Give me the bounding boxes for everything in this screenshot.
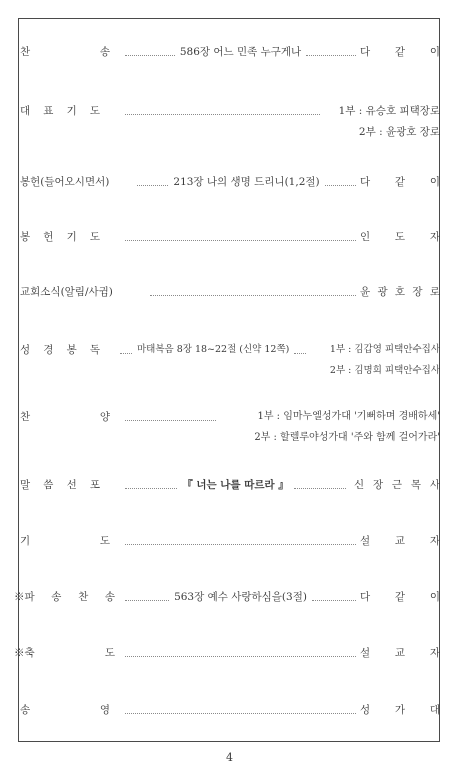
item-label: 찬 송 [20,46,110,58]
item-detail: 213장 나의 생명 드리니(1,2절) [173,176,320,188]
item-person-part1: 1부 : 임마누엘성가대 '기뻐하며 경배하세' [257,411,440,422]
item-person-part2: 2부 : 김명희 피택안수집사 [329,365,440,376]
item-person: 다 같 이 [360,176,440,188]
item-label: 교회소식(알림/사귐) [20,286,113,298]
page-number: 4 [226,751,233,764]
item-label: 기 도 [20,535,110,547]
item-person: 설 교 자 [360,647,440,659]
item-label: 대 표 기 도 [20,105,100,117]
item-person: 설 교 자 [360,535,440,547]
item-detail: 586장 어느 민족 누구게나 [179,46,302,58]
item-person-part1: 1부 : 김갑영 피택안수집사 [329,344,440,355]
item-person-part2: 2부 : 윤광호 장로 [358,126,440,138]
item-person: 윤 광 호 장 로 [360,286,440,298]
item-person: 다 같 이 [360,46,440,58]
item-label: ※파 송 찬 송 [14,591,115,603]
item-label: 말 씀 선 포 [20,479,100,491]
item-detail: 마태복음 8장 18~22절 (신약 12쪽) [137,344,290,355]
item-person: 신 장 근 목 사 [354,479,440,491]
sermon-title: 『 너는 나를 따르라 』 [182,479,289,491]
item-person-part2: 2부 : 할렐루야성가대 '주와 함께 걸어가라' [254,432,440,443]
item-person: 인 도 자 [360,231,440,243]
item-label: ※축 도 [14,647,115,659]
item-label: 송 영 [20,704,110,716]
item-detail: 563장 예수 사랑하심을(3절) [174,591,307,603]
item-label: 찬 양 [20,411,110,423]
item-label: 봉헌(들어오시면서) [20,176,110,188]
item-person: 성 가 대 [360,704,440,716]
item-label: 봉 헌 기 도 [20,231,100,243]
item-label: 성 경 봉 독 [20,344,100,356]
item-person: 다 같 이 [360,591,440,603]
item-person-part1: 1부 : 유승호 피택장로 [338,105,440,117]
